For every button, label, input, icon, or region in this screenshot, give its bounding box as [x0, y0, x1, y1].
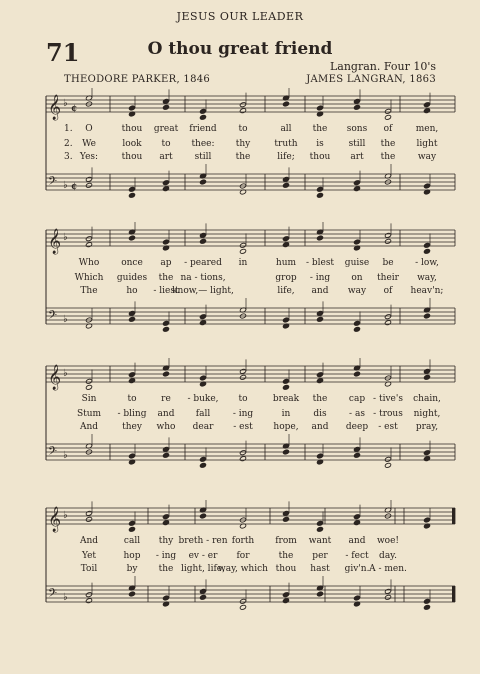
note-head — [423, 450, 430, 456]
lyric-syllable: thy — [235, 139, 251, 149]
lyric-syllable: life, — [277, 286, 295, 296]
note-head — [128, 526, 135, 532]
note-head — [199, 114, 206, 120]
lyric-syllable: - ing — [309, 273, 331, 283]
lyric-syllable: - blest — [305, 258, 335, 268]
note-head — [423, 102, 430, 108]
lyric-syllable: day. — [379, 551, 397, 561]
verse-number: 3. — [64, 152, 73, 162]
lyric-syllable: the — [235, 152, 251, 162]
note-head — [282, 236, 289, 242]
lyric-syllable: - liest — [153, 286, 179, 296]
lyric-syllable: chain, — [413, 394, 441, 404]
lyric-syllable: of — [383, 286, 393, 296]
note-head — [128, 378, 135, 384]
lyric-syllable: to — [161, 139, 171, 149]
lyric-syllable: art — [159, 152, 173, 162]
note-head — [353, 98, 360, 104]
lyric-syllable: men, — [415, 124, 439, 134]
note-head — [199, 588, 206, 594]
note-head — [384, 114, 391, 120]
note-head — [353, 326, 360, 332]
note-head — [162, 104, 169, 110]
note-head — [423, 242, 430, 248]
note-head — [423, 313, 430, 319]
note-head — [85, 592, 92, 598]
lyric-syllable: - tive's — [373, 394, 403, 404]
note-head — [384, 456, 391, 462]
note-head — [384, 238, 391, 244]
note-head — [316, 372, 323, 378]
key-signature-flat-icon: ♭ — [63, 314, 68, 325]
lyric-syllable: Which — [74, 273, 104, 283]
lyric-syllable: deep — [345, 422, 369, 432]
note-head — [316, 186, 323, 192]
note-head — [384, 108, 391, 114]
final-barline — [452, 508, 455, 524]
lyric-syllable: the — [158, 564, 174, 574]
note-head — [162, 520, 169, 526]
note-head — [162, 239, 169, 245]
key-signature-flat-icon: ♭ — [63, 180, 68, 191]
lyric-syllable: look — [122, 139, 142, 149]
treble-clef-icon: 𝄞 — [48, 365, 62, 390]
note-head — [316, 310, 323, 316]
lyric-syllable: the — [380, 139, 396, 149]
hymn-number: 71 — [46, 38, 80, 67]
note-head — [239, 450, 246, 456]
key-signature-flat-icon: ♭ — [63, 98, 68, 109]
lyric-syllable: they — [122, 422, 142, 432]
lyric-syllable: know,— light, — [172, 286, 234, 296]
lyric-syllable: way, which — [218, 564, 268, 574]
lyric-syllable: way, — [417, 273, 437, 283]
lyric-syllable: ev - er — [188, 551, 218, 561]
lyric-syllable: - low, — [415, 258, 439, 268]
note-head — [316, 526, 323, 532]
note-head — [423, 598, 430, 604]
lyric-syllable: thou — [275, 564, 297, 574]
note-head — [423, 517, 430, 523]
note-head — [162, 452, 169, 458]
lyric-syllable: forth — [231, 536, 255, 546]
lyric-syllable: fall — [195, 409, 211, 419]
note-head — [282, 384, 289, 390]
note-head — [423, 108, 430, 114]
lyric-syllable: to — [127, 394, 137, 404]
lyric-syllable: A - men. — [369, 564, 407, 574]
lyric-syllable: Who — [78, 258, 100, 268]
lyric-syllable: the — [312, 394, 328, 404]
lyric-syllable: - trous — [373, 409, 403, 419]
lyric-syllable: is — [316, 139, 324, 149]
lyric-syllable: from — [275, 536, 297, 546]
lyric-syllable: ho — [126, 286, 138, 296]
lyric-syllable: way — [417, 152, 437, 162]
bass-clef-icon: 𝄢 — [48, 587, 58, 603]
verse-number: 2. — [64, 139, 73, 149]
bass-clef-icon: 𝄢 — [48, 445, 58, 461]
note-head — [282, 516, 289, 522]
lyric-syllable: thou — [309, 152, 331, 162]
lyric-syllable: and — [311, 286, 329, 296]
note-head — [353, 239, 360, 245]
lyric-syllable: still — [194, 152, 212, 162]
lyric-syllable: truth — [274, 139, 298, 149]
lyric-syllable: be — [382, 258, 394, 268]
note-head — [353, 595, 360, 601]
note-head — [384, 462, 391, 468]
lyric-syllable: breth - ren — [178, 536, 228, 546]
note-head — [423, 368, 430, 374]
lyric-syllable: Yet — [81, 551, 97, 561]
note-head — [282, 510, 289, 516]
note-head — [128, 520, 135, 526]
note-head — [316, 235, 323, 241]
note-head — [353, 520, 360, 526]
lyric-syllable: And — [79, 536, 99, 546]
note-head — [128, 186, 135, 192]
lyric-syllable: sons — [346, 124, 368, 134]
lyric-syllable: in — [238, 258, 248, 268]
note-head — [353, 320, 360, 326]
note-head — [239, 456, 246, 462]
note-head — [199, 108, 206, 114]
note-head — [85, 598, 92, 604]
note-head — [162, 371, 169, 377]
note-head — [162, 326, 169, 332]
key-signature-flat-icon: ♭ — [63, 592, 68, 603]
key-signature-flat-icon: ♭ — [63, 232, 68, 243]
note-head — [199, 375, 206, 381]
note-head — [282, 449, 289, 455]
time-signature-icon: ¢ — [71, 104, 78, 114]
final-barline — [452, 586, 455, 602]
lyric-syllable: to — [238, 394, 248, 404]
lyric-syllable: and — [348, 536, 366, 546]
lyric-syllable: We — [82, 139, 96, 149]
lyric-syllable: hum — [275, 258, 297, 268]
note-head — [199, 456, 206, 462]
lyric-syllable: in — [281, 409, 291, 419]
time-signature-icon: ¢ — [71, 182, 78, 192]
note-head — [162, 446, 169, 452]
lyric-syllable: - est — [378, 422, 398, 432]
note-head — [282, 242, 289, 248]
lyric-syllable: way — [347, 286, 367, 296]
lyric-syllable: their — [377, 273, 399, 283]
note-head — [85, 384, 92, 390]
note-head — [85, 378, 92, 384]
note-head — [85, 176, 92, 182]
note-head — [384, 588, 391, 594]
note-head — [353, 180, 360, 186]
note-head — [162, 595, 169, 601]
note-head — [423, 604, 430, 610]
note-head — [282, 176, 289, 182]
lyric-syllable: giv'n. — [344, 564, 370, 574]
note-head — [162, 514, 169, 520]
note-head — [384, 320, 391, 326]
note-head — [199, 314, 206, 320]
note-head — [239, 598, 246, 604]
lyric-syllable: call — [123, 536, 141, 546]
lyric-syllable: for — [236, 551, 250, 561]
note-head — [162, 320, 169, 326]
lyric-syllable: still — [348, 139, 366, 149]
verse-number: 1. — [64, 124, 73, 134]
note-head — [199, 179, 206, 185]
lyric-syllable: And — [79, 422, 99, 432]
lyric-syllable: the — [380, 152, 396, 162]
lyric-syllable: by — [126, 564, 138, 574]
lyric-syllable: per — [312, 551, 328, 561]
lyric-syllable: of — [383, 124, 393, 134]
lyric-syllable: guides — [116, 273, 148, 283]
note-head — [162, 180, 169, 186]
note-head — [282, 378, 289, 384]
lyric-syllable: guise — [344, 258, 370, 268]
lyric-syllable: who — [156, 422, 176, 432]
section-heading: JESUS OUR LEADER — [176, 10, 304, 23]
lyric-syllable: - buke, — [187, 394, 219, 404]
lyric-syllable: the — [312, 124, 328, 134]
note-head — [353, 104, 360, 110]
note-head — [282, 317, 289, 323]
bass-clef-icon: 𝄢 — [48, 175, 58, 191]
note-head — [384, 594, 391, 600]
lyric-syllable: thee: — [191, 139, 215, 149]
note-head — [239, 242, 246, 248]
note-head — [239, 108, 246, 114]
lyric-syllable: - ing — [155, 551, 177, 561]
note-head — [384, 314, 391, 320]
tune-name: Langran. Four 10's — [329, 60, 436, 73]
note-head — [128, 105, 135, 111]
lyric-syllable: hop — [123, 551, 141, 561]
lyric-syllable: and — [311, 422, 329, 432]
note-head — [282, 592, 289, 598]
note-head — [316, 192, 323, 198]
note-head — [353, 186, 360, 192]
lyric-syllable: na - tions, — [180, 273, 226, 283]
note-head — [316, 453, 323, 459]
note-head — [128, 453, 135, 459]
note-head — [199, 320, 206, 326]
composer-credit: JAMES LANGRAN, 1863 — [306, 74, 436, 85]
key-signature-flat-icon: ♭ — [63, 368, 68, 379]
lyric-syllable: once — [121, 258, 143, 268]
lyric-syllable: re — [161, 394, 171, 404]
note-head — [423, 374, 430, 380]
note-head — [128, 372, 135, 378]
lyric-syllable: break — [272, 394, 300, 404]
lyric-syllable: friend — [189, 124, 217, 134]
lyric-syllable: ap — [160, 258, 172, 268]
lyric-syllable: all — [280, 124, 292, 134]
lyric-syllable: art — [350, 152, 364, 162]
note-head — [316, 378, 323, 384]
lyric-syllable: - fect — [345, 551, 369, 561]
note-head — [128, 316, 135, 322]
key-signature-flat-icon: ♭ — [63, 510, 68, 521]
note-head — [353, 446, 360, 452]
lyric-syllable: The — [80, 286, 98, 296]
bass-clef-icon: 𝄢 — [48, 309, 58, 325]
lyric-syllable: want — [308, 536, 332, 546]
lyric-syllable: the — [278, 551, 294, 561]
lyric-syllable: thy — [158, 536, 174, 546]
note-head — [239, 604, 246, 610]
lyric-syllable: the — [158, 273, 174, 283]
lyric-syllable: Sin — [81, 394, 97, 404]
note-head — [353, 371, 360, 377]
note-head — [239, 374, 246, 380]
lyric-syllable: - as — [349, 409, 365, 419]
note-head — [128, 192, 135, 198]
lyric-syllable: - est — [233, 422, 253, 432]
lyric-syllable: grop — [275, 273, 297, 283]
note-head — [128, 310, 135, 316]
lyric-syllable: cap — [348, 394, 366, 404]
note-head — [85, 510, 92, 516]
note-head — [282, 101, 289, 107]
note-head — [199, 513, 206, 519]
note-head — [423, 248, 430, 254]
music-system-2 — [0, 222, 480, 342]
note-head — [199, 462, 206, 468]
note-head — [199, 232, 206, 238]
treble-clef-icon: 𝄞 — [48, 507, 62, 532]
note-head — [128, 591, 135, 597]
note-head — [282, 182, 289, 188]
lyric-syllable: and — [157, 409, 175, 419]
lyric-syllable: great — [153, 124, 179, 134]
key-signature-flat-icon: ♭ — [63, 450, 68, 461]
note-head — [316, 316, 323, 322]
lyric-syllable: Toil — [80, 564, 98, 574]
lyric-syllable: O — [85, 124, 93, 134]
lyric-syllable: - peared — [184, 258, 222, 268]
lyric-syllable: life; — [277, 152, 295, 162]
note-head — [239, 248, 246, 254]
lyric-syllable: hast — [310, 564, 330, 574]
note-head — [239, 102, 246, 108]
lyric-syllable: pray, — [415, 422, 439, 432]
treble-clef-icon: 𝄞 — [48, 95, 62, 120]
note-head — [239, 368, 246, 374]
lyric-syllable: on — [351, 273, 363, 283]
note-head — [353, 452, 360, 458]
lyric-syllable: dis — [313, 409, 327, 419]
lyric-syllable: light — [416, 139, 438, 149]
note-head — [162, 186, 169, 192]
lyric-syllable: heav'n; — [410, 286, 444, 296]
lyric-syllable: to — [238, 124, 248, 134]
lyric-syllable: dear — [192, 422, 214, 432]
lyric-syllable: light, life, — [181, 564, 225, 574]
note-head — [423, 456, 430, 462]
note-head — [85, 236, 92, 242]
note-head — [316, 591, 323, 597]
author-credit: THEODORE PARKER, 1846 — [64, 74, 211, 85]
lyric-syllable: night, — [413, 409, 441, 419]
note-head — [85, 182, 92, 188]
note-head — [162, 98, 169, 104]
note-head — [85, 242, 92, 248]
note-head — [85, 516, 92, 522]
hymn-title: O thou great friend — [147, 39, 333, 59]
note-head — [282, 598, 289, 604]
lyric-syllable: thou — [121, 152, 143, 162]
lyric-syllable: hope, — [273, 422, 299, 432]
lyric-syllable: thou — [121, 124, 143, 134]
lyric-syllable: woe! — [376, 536, 400, 546]
lyric-syllable: - bling — [117, 409, 147, 419]
note-head — [384, 232, 391, 238]
note-head — [423, 183, 430, 189]
treble-clef-icon: 𝄞 — [48, 229, 62, 254]
note-head — [316, 105, 323, 111]
lyric-syllable: Yes: — [79, 152, 99, 162]
note-head — [199, 238, 206, 244]
note-head — [316, 520, 323, 526]
lyric-syllable: Stum — [76, 409, 102, 419]
note-head — [353, 514, 360, 520]
note-head — [128, 235, 135, 241]
note-head — [199, 594, 206, 600]
lyric-syllable: - ing — [232, 409, 254, 419]
